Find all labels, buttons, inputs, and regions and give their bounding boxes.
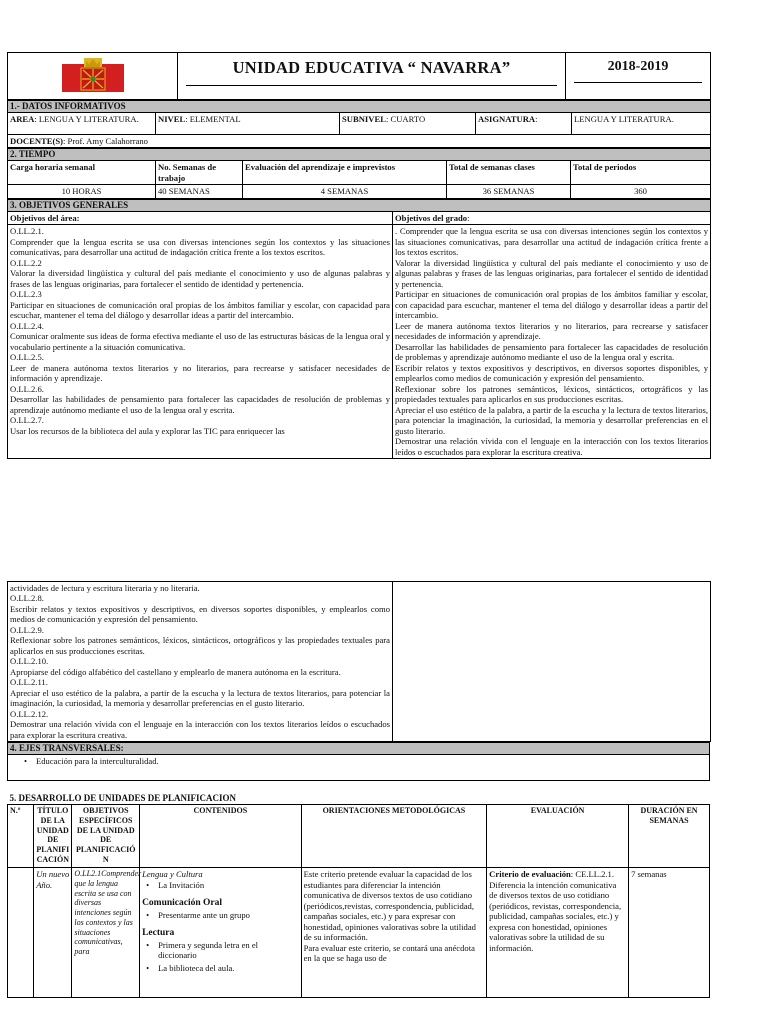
- tiempo-header: No. Semanas de trabajo: [156, 161, 243, 185]
- grado-header-colon: :: [467, 212, 470, 223]
- nivel-cell: [156, 112, 340, 134]
- row-orientaciones: [301, 868, 487, 998]
- docente-label: DOCENTE(S): [10, 135, 64, 146]
- school-year: 2018-2019: [607, 59, 669, 74]
- section-title: 5. DESARROLLO DE UNIDADES DE PLANIFICACION: [8, 793, 710, 804]
- col-header-orientaciones: ORIENTACIONES METODOLÓGICAS: [301, 805, 487, 868]
- area-label: AREA: [10, 113, 35, 124]
- objective-line: Escribir relatos y textos expositivos y descriptivos, en diversos soportes disponibles, y emplearlos como medios de comunicación y expresión del pensamiento.: [395, 362, 709, 384]
- navarra-flag-logo: [62, 58, 124, 92]
- contenido-subheading: Lectura: [142, 928, 175, 939]
- row-evaluacion: [487, 868, 629, 998]
- objective-line: Apreciar el uso estético de la palabra, a partir de la escucha y la lectura de textos literarios, para potenciar la imaginación, la curiosidad, la memoria y desarrollar preferencias en el gusto literario.: [10, 687, 390, 709]
- title-underline: [186, 78, 557, 86]
- grado-objectives-header: [393, 211, 711, 224]
- contenido-list: [142, 940, 299, 973]
- contenido-item: • La Invitación: [142, 880, 299, 890]
- objective-line: Reflexionar sobre los patrones semánticos, léxicos, sintácticos, ortográficos y las propiedades textuales para aplicarlos en sus producciones escritas.: [10, 635, 390, 656]
- col-header-num: N.º: [8, 805, 34, 868]
- objective-line: Leer de manera autónoma textos literarios y no literarios, para recrearse y satisfacer necesidades de información y aprendizaje.: [10, 362, 390, 384]
- row-contenidos: [140, 868, 302, 998]
- objetivos-table: [7, 199, 711, 459]
- contenido-list: [142, 880, 299, 890]
- document-page-2: [7, 581, 710, 1024]
- col-header-duracion: DURACIÓN EN SEMANAS: [629, 805, 710, 868]
- objective-line: Usar los recursos de la biblioteca del aula y explorar las TIC para enriquecer las: [10, 425, 285, 436]
- contenido-item: • La biblioteca del aula.: [142, 963, 299, 973]
- area-value: : LENGUA Y LITERATURA.: [34, 113, 139, 124]
- grado-objectives-list: [393, 225, 711, 459]
- objective-line: Reflexionar sobre los patrones semánticos, léxicos, sintácticos, ortográficos y las propiedades textuales para aplicarlos en sus producciones escritas.: [395, 383, 709, 405]
- section-title: 4. EJES TRANSVERSALES:: [8, 743, 710, 755]
- year-underline: [574, 75, 702, 83]
- area-objectives-list: [8, 225, 393, 459]
- col-header-evaluacion: EVALUACIÓN: [487, 805, 629, 868]
- spacer: [7, 781, 710, 793]
- objective-line: Valorar la diversidad lingüística y cultural del país mediante el conocimiento y uso de algunas palabras y frases de las lenguas originarias, para fortalecer el sentido de identidad y pertenencia.: [395, 257, 709, 289]
- row-duracion: 7 semanas: [629, 868, 710, 998]
- orientaciones-text: Este criterio pretende evaluar la capacidad de los estudiantes para diferenciar la intención comunicativa de diversos textos de uso cotidiano (periódicos,revistas, correspondencia, publicidad, campañas sociales, etc.) y para expresar con honestidad, opiniones valorativas sobre la utilidad de su información.: [303, 869, 476, 943]
- subnivel-label: SUBNIVEL: [342, 113, 386, 124]
- objective-line: O.LL.2.2: [10, 257, 42, 268]
- objective-line: Leer de manera autónoma textos literarios y no literarios, para recrearse y satisfacer necesidades de información y aprendizaje.: [395, 320, 709, 342]
- col-header-objetivos: OBJETIVOS ESPECÍFICOS DE LA UNIDAD DE PLANIFICACIÓ N: [72, 805, 140, 868]
- tiempo-value: 4 SEMANAS: [243, 185, 447, 198]
- school-title-cell: [178, 53, 566, 100]
- objective-line: Valorar la diversidad lingüística y cultural del país mediante el conocimiento y uso de algunas palabras y frases de las lenguas originarias, para fortalecer el sentido de identidad y pertenencia.: [10, 268, 390, 289]
- objective-line: Participar en situaciones de comunicación oral propias de los ámbitos familiar y escolar, con capacidad para escuchar, mantener el tema del diálogo y desarrollar ideas a partir del intercambio.: [395, 289, 709, 321]
- contenido-item: • Primera y segunda letra en el diccionario: [142, 940, 299, 961]
- nivel-label: NIVEL: [158, 113, 186, 124]
- header-table: [7, 52, 711, 100]
- objective-line: O.LL.2.7.: [10, 415, 44, 426]
- subnivel-value: : CUARTO: [385, 113, 426, 124]
- objective-line: Demostrar una relación vívida con el lenguaje en la interacción con los textos literarios leídos o escuchados para explorar la escritura creativa.: [10, 719, 390, 740]
- objective-line: O.LL.2.5.: [10, 352, 44, 363]
- docente-value: : Prof. Amy Calahorrano: [63, 135, 148, 146]
- objective-line: . Comprender que la lengua escrita se usa con diversas intenciones según los contextos y las situaciones comunicativas, para desarrollar una actitud de indagación crítica frente a los textos escritos.: [395, 226, 709, 258]
- objective-line: Desarrollar las habilidades de pensamiento para fortalecer las capacidades de resolución de problemas y aprendizaje autónomo mediante el uso de la lengua oral y escrita.: [10, 394, 390, 415]
- area-cell: [8, 112, 156, 134]
- asignatura-value-cell: LENGUA Y LITERATURA.: [572, 112, 711, 134]
- objective-line: Demostrar una relación vívida con el lenguaje en la interacción con los textos literarios leídos o escuchados para explorar la escritura creativa.: [395, 436, 709, 457]
- ejes-table: [7, 742, 710, 781]
- document-page-1: [7, 52, 710, 511]
- objective-line: actividades de lectura y escritura literaria y no literaria.: [10, 583, 200, 593]
- tiempo-header: Total de semanas clases: [447, 161, 571, 185]
- row-num: [8, 868, 34, 998]
- objective-line: O.LL.2.3: [10, 289, 42, 300]
- col-header-contenidos: CONTENIDOS: [140, 805, 302, 868]
- section-title: 2. TIEMPO: [8, 149, 711, 161]
- contenido-item: • Presentarme ante un grupo: [142, 910, 299, 920]
- asignatura-cell: [476, 112, 572, 134]
- section-title: 3. OBJETIVOS GENERALES: [8, 199, 711, 211]
- nivel-value: : ELEMENTAL: [185, 113, 241, 124]
- docente-cell: [8, 134, 711, 147]
- objective-line: O.LL.2.4.: [10, 320, 44, 331]
- objective-line: O.LL.2.10.: [10, 656, 49, 667]
- tiempo-header: Evaluación del aprendizaje e imprevistos: [243, 161, 447, 185]
- objective-line: Comunicar oralmente sus ideas de forma efectiva mediante el uso de las estructuras básicas de la lengua oral y vocabulario pertinente a la situación comunicativa.: [10, 331, 390, 352]
- contenido-list: [142, 910, 299, 920]
- area-objectives-list-continued: [8, 582, 393, 742]
- row-titulo: Un nuevo Año.: [34, 868, 72, 998]
- objective-line: O.LL.2.11.: [10, 677, 48, 688]
- asignatura-label: ASIGNATURA: [478, 113, 536, 124]
- tiempo-value: 40 SEMANAS: [156, 185, 243, 198]
- objective-line: Comprender que la lengua escrita se usa con diversas intenciones según los contextos y las situaciones comunicativas, para desarrollar una actitud de indagación crítica frente a los textos escritos.: [10, 236, 390, 258]
- tiempo-header: Total de periodos: [571, 161, 711, 185]
- contenido-subheading: Comunicación Oral: [142, 898, 223, 909]
- col-header-titulo: TÍTULO DE LA UNIDAD DE PLANIFI CACIÓN: [34, 805, 72, 868]
- objective-line: O.LL.2.6.: [10, 383, 44, 394]
- ejes-content: [8, 755, 710, 781]
- objective-line: O.LL.2.9.: [10, 624, 44, 635]
- grado-objectives-empty-cell: [393, 582, 711, 742]
- grado-header-label: Objetivos del grado: [395, 212, 468, 223]
- objective-line: Apropiarse del código alfabético del castellano y emplearlo de manera autónoma en la escritura.: [10, 666, 341, 677]
- unidades-table: [7, 793, 710, 998]
- subnivel-cell: [340, 112, 476, 134]
- school-title: UNIDAD EDUCATIVA “ NAVARRA”: [232, 58, 511, 77]
- school-year-cell: [566, 53, 711, 100]
- objective-line: O.LL.2.8.: [10, 593, 44, 604]
- objective-line: Escribir relatos y textos expositivos y descriptivos, en diversos soportes disponibles, y emplearlos como medios de comunicación y expresión del pensamiento.: [10, 603, 390, 625]
- row-objetivo: O.LL2.1Comprender que la lengua escrita se usa con diversas intenciones según los contextos y las situaciones comunicativas, para: [72, 868, 140, 998]
- asignatura-colon: :: [535, 113, 538, 124]
- objective-line: Participar en situaciones de comunicación oral propias de los ámbitos familiar y escolar, con capacidad para escuchar, mantener el tema del diálogo y desarrollar ideas a partir del intercambio.: [10, 299, 390, 321]
- ejes-list: [10, 756, 707, 766]
- tiempo-value: 10 HORAS: [8, 185, 156, 198]
- section-title: 1.- DATOS INFORMATIVOS: [8, 101, 711, 113]
- objetivos-continuation-table: [7, 581, 711, 742]
- tiempo-header: Carga horaria semanal: [8, 161, 156, 185]
- objective-line: O.LL.2.1.: [10, 226, 44, 237]
- logo-cell: [8, 53, 178, 100]
- evaluacion-label: Criterio de evaluación: [489, 869, 571, 880]
- tiempo-value: 36 SEMANAS: [447, 185, 571, 198]
- ejes-item: • Educación para la interculturalidad.: [20, 756, 707, 766]
- objective-line: O.LL.2.12.: [10, 708, 49, 719]
- tiempo-value: 360: [571, 185, 711, 198]
- evaluacion-text: : CE.LL.2.1. Diferencia la intención comunicativa de diversos textos de uso cotidiano (periódicos, revistas, correspondencia, publicidad, campañas sociales, etc.) y expresa con honestidad, opiniones valorativas sobre la utilidad de su información.: [489, 869, 622, 953]
- tiempo-table: [7, 148, 711, 198]
- datos-informativos-table: [7, 100, 711, 148]
- objective-line: Apreciar el uso estético de la palabra, a partir de la escucha y la lectura de textos literarios, para potenciar la imaginación, la curiosidad, la memoria y desarrollar preferencias en el gusto literario.: [395, 404, 709, 436]
- contenido-heading: Lengua y Cultura: [142, 869, 203, 880]
- area-objectives-header: Objetivos del área:: [8, 211, 393, 224]
- objective-line: Desarrollar las habilidades de pensamiento para fortalecer las capacidades de resolución de problemas y aprendizaje autónomo mediante el uso de la lengua oral y escrita.: [395, 341, 709, 363]
- orientaciones-text: Para evaluar este criterio, se contará una anécdota en la que se haga uso de: [303, 942, 475, 964]
